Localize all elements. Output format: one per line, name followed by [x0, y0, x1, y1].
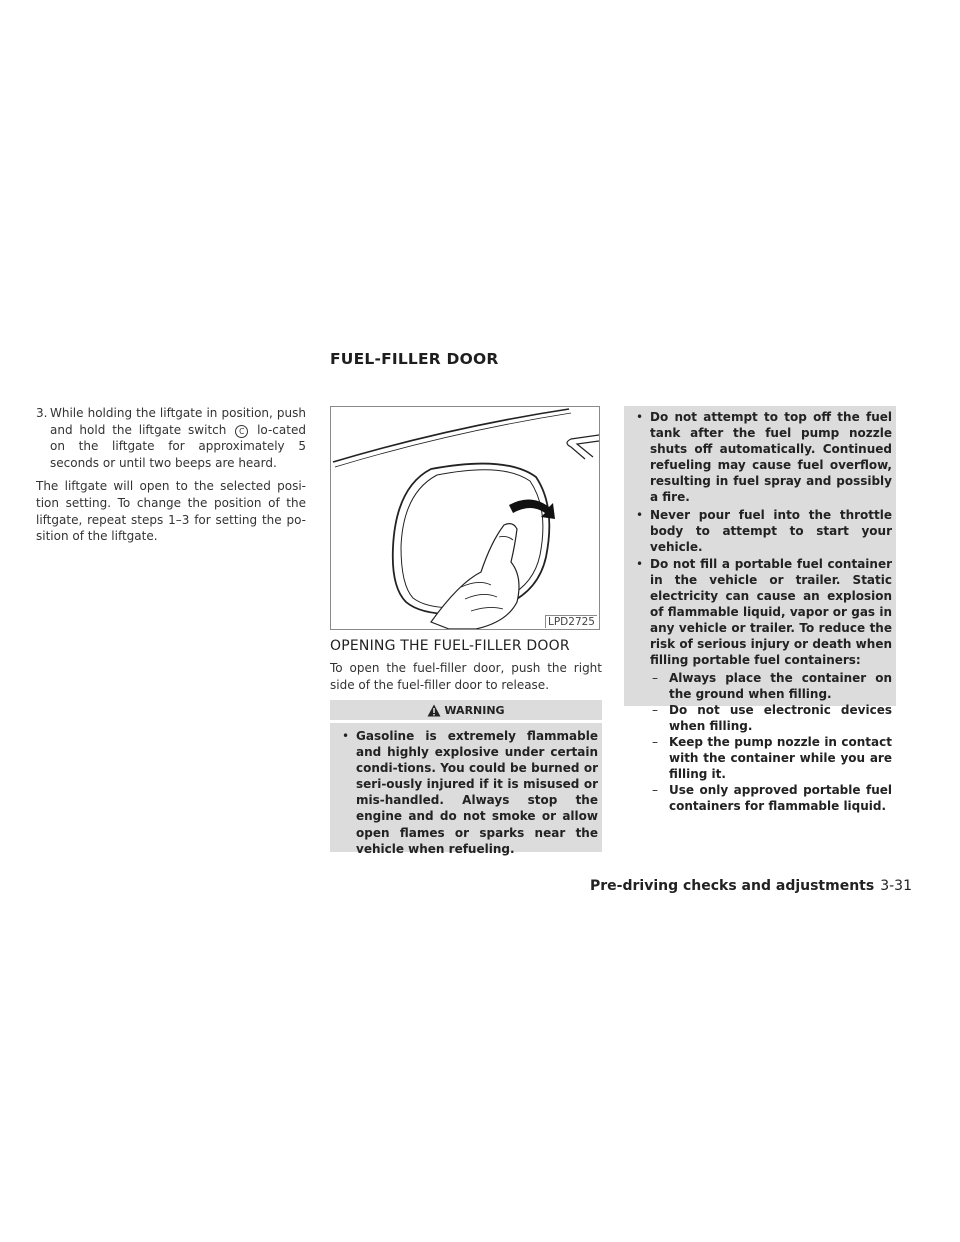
step-text-part1: While holding the liftgate in position, push and hold the liftgate switch — [50, 406, 306, 437]
section-title: FUEL-FILLER DOOR — [330, 350, 499, 368]
warning-divider — [330, 720, 602, 723]
subsection-title: OPENING THE FUEL-FILLER DOOR — [330, 638, 570, 654]
step-number: 3. — [36, 406, 48, 420]
figure-label: LPD2725 — [545, 615, 597, 628]
fuel-door-drawing — [331, 407, 599, 629]
warning-subitem: – Do not use electronic devices when filling. — [652, 702, 892, 733]
warning-box-continued — [624, 406, 896, 814]
fuel-door-illustration — [330, 406, 600, 630]
callout-c-icon: C — [235, 425, 248, 438]
warning-heading — [330, 700, 602, 720]
warning-box — [330, 700, 602, 856]
liftgate-paragraph: The liftgate will open to the selected posi-tion setting. To change the position of the liftgate, repeat steps 1–3 for setting the po-sition of the liftgate. — [36, 479, 306, 544]
warning-subitem: – Always place the container on the ground when filling. — [652, 670, 892, 701]
warning-subitem: – Keep the pump nozzle in contact with the container while you are filling it. — [652, 734, 892, 782]
step-3 — [36, 405, 306, 471]
page-footer — [590, 878, 912, 894]
step-text-part2: lo-cated on the liftgate for approximately 5 seconds or until two beeps are heard. — [50, 422, 306, 470]
warning-item: • Do not attempt to top off the fuel tank after the fuel pump nozzle shuts off automatically. Continued refueling may cause fuel overflow, resulting in fuel spray and possibly a fire. — [636, 410, 892, 505]
warning-subitem: – Use only approved portable fuel containers for flammable liquid. — [652, 783, 892, 814]
subsection-intro: To open the fuel-filler door, push the right side of the fuel-filler door to release. — [330, 661, 602, 692]
warning-item: • Gasoline is extremely flammable and highly explosive under certain condi-tions. You could be burned or seri-ously injured if it is misused or mis-handled. Always stop the engine and do not smoke or allow open flames or sparks near the vehicle when refueling. — [342, 729, 598, 856]
footer-section: Pre-driving checks and adjustments — [590, 878, 875, 894]
warning-item: • Never pour fuel into the throttle body to attempt to start your vehicle. — [636, 507, 892, 554]
warning-heading-text: WARNING — [444, 703, 505, 717]
warning-item: • Do not fill a portable fuel container in the vehicle or trailer. Static electricity can cause an explosion of flammable liquid, vapor or gas in any vehicle or trailer. To reduce the risk of serious injury or death when filling portable fuel containers: — [636, 556, 892, 668]
warning-triangle-icon — [427, 704, 441, 717]
page-number: 3-31 — [880, 878, 912, 894]
left-column — [36, 405, 306, 553]
